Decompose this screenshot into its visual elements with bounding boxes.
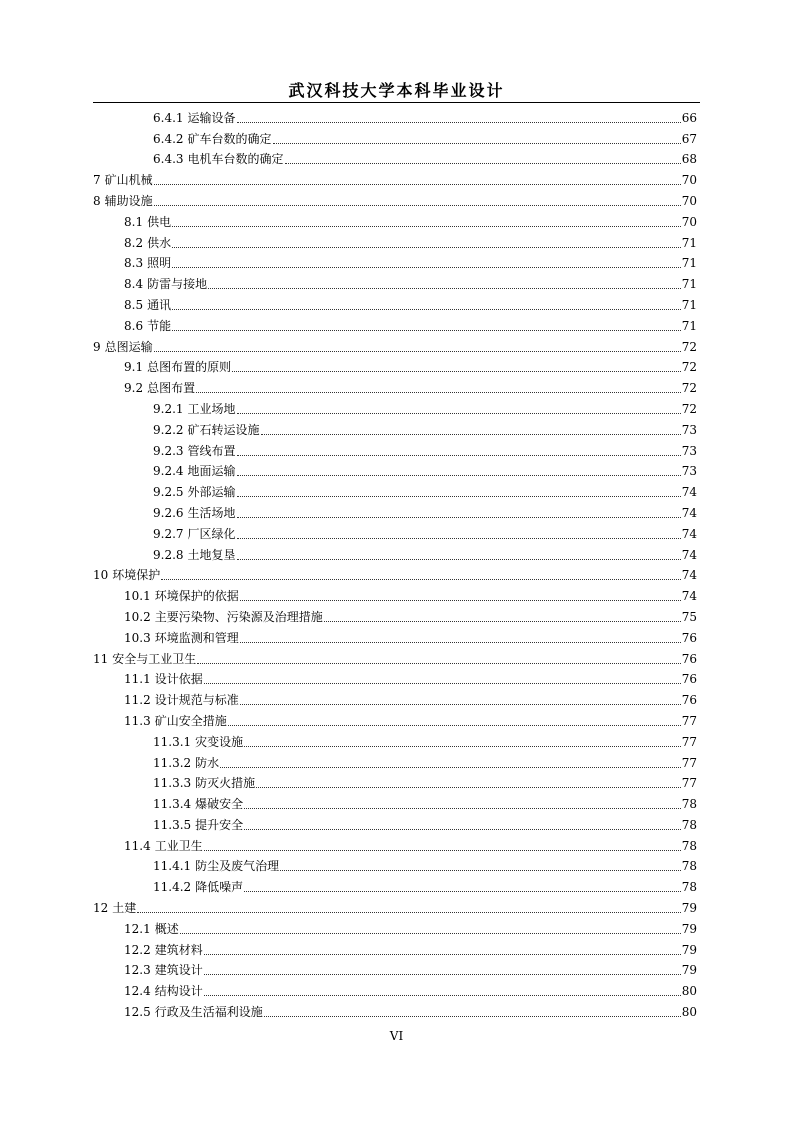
toc-entry-title: 环境保护	[112, 568, 161, 583]
toc-dot-leader	[172, 309, 681, 310]
toc-entry-label	[153, 794, 243, 814]
toc-dot-leader	[196, 392, 681, 393]
toc-entry-number: 9.2.7	[153, 526, 184, 541]
toc-entry[interactable]	[93, 669, 697, 690]
toc-entry-number: 10.3	[124, 630, 151, 645]
toc-entry-label	[124, 295, 171, 315]
toc-dot-leader	[197, 663, 680, 664]
toc-dot-leader	[237, 559, 681, 560]
toc-entry-number: 8	[93, 193, 101, 208]
toc-entry-number: 11.3.5	[153, 817, 192, 832]
toc-entry-label	[153, 441, 236, 461]
toc-entry[interactable]	[93, 565, 697, 586]
toc-entry-title: 矿车台数的确定	[187, 131, 272, 146]
toc-entry-page: 78	[681, 880, 697, 895]
toc-entry-label	[124, 378, 195, 398]
toc-entry-page: 77	[681, 734, 697, 749]
toc-entry-page: 71	[681, 277, 697, 292]
toc-entry-label	[124, 940, 203, 960]
toc-entry-label	[153, 503, 236, 523]
toc-entry-title: 防灭火措施	[195, 776, 256, 791]
toc-entry-title: 土地复垦	[187, 547, 236, 562]
toc-entry-label	[124, 981, 203, 1001]
toc-entry[interactable]	[93, 793, 697, 814]
toc-entry-page: 67	[681, 131, 697, 146]
toc-entry-page: 72	[681, 401, 697, 416]
toc-entry-page: 71	[681, 318, 697, 333]
toc-entry[interactable]	[93, 377, 697, 398]
toc-entry-page: 77	[681, 776, 697, 791]
toc-entry-page: 76	[681, 693, 697, 708]
toc-dot-leader	[137, 912, 680, 913]
toc-entry-number: 11.3	[124, 713, 151, 728]
toc-entry[interactable]	[93, 149, 697, 170]
toc-entry-number: 12.2	[124, 942, 151, 957]
toc-entry-number: 8.2	[124, 235, 144, 250]
header-divider	[93, 102, 700, 103]
toc-entry-title: 环境监测和管理	[154, 630, 239, 645]
toc-dot-leader	[324, 621, 681, 622]
toc-entry-label	[124, 586, 239, 606]
toc-entry-label	[124, 357, 231, 377]
toc-entry-label	[153, 149, 284, 169]
toc-entry-number: 11.2	[124, 693, 151, 708]
toc-entry-title: 供水	[147, 235, 172, 250]
toc-dot-leader	[161, 579, 680, 580]
toc-dot-leader	[172, 330, 681, 331]
toc-entry[interactable]	[93, 856, 697, 877]
toc-entry-label	[124, 836, 203, 856]
toc-entry-title: 供电	[147, 214, 172, 229]
toc-entry-label	[153, 877, 243, 897]
toc-entry-label	[93, 337, 153, 357]
toc-entry-number: 11.3.4	[153, 797, 192, 812]
toc-entry-page: 80	[681, 1005, 697, 1020]
toc-entry-title: 设计依据	[154, 672, 203, 687]
toc-dot-leader	[172, 226, 681, 227]
toc-entry-title: 照明	[147, 256, 172, 271]
toc-entry-number: 11.4.1	[153, 859, 192, 874]
toc-entry[interactable]	[93, 107, 697, 128]
toc-entry-label	[124, 233, 171, 253]
toc-dot-leader	[204, 850, 681, 851]
toc-entry-label	[93, 898, 136, 918]
page-number: VI	[389, 1029, 404, 1043]
table-of-contents	[93, 107, 697, 1022]
toc-entry-title: 提升安全	[195, 817, 244, 832]
toc-entry-title: 防雷与接地	[147, 277, 208, 292]
toc-entry[interactable]	[93, 440, 697, 461]
toc-entry-title: 工业卫生	[154, 838, 203, 853]
toc-entry-title: 设计规范与标准	[154, 693, 239, 708]
toc-entry-number: 9.1	[124, 360, 144, 375]
toc-entry-number: 8.3	[124, 256, 144, 271]
toc-entry[interactable]	[93, 960, 697, 981]
toc-entry[interactable]	[93, 398, 697, 419]
toc-entry-label	[93, 170, 153, 190]
toc-dot-leader	[204, 683, 681, 684]
toc-entry-number: 8.4	[124, 277, 144, 292]
toc-entry[interactable]	[93, 481, 697, 502]
toc-entry-title: 厂区绿化	[187, 526, 236, 541]
toc-entry-title: 地面运输	[187, 464, 236, 479]
toc-entry-title: 爆破安全	[195, 797, 244, 812]
toc-entry-title: 土建	[112, 901, 137, 916]
toc-entry[interactable]	[93, 502, 697, 523]
toc-entry[interactable]	[93, 814, 697, 835]
toc-entry[interactable]	[93, 273, 697, 294]
toc-dot-leader	[264, 1016, 681, 1017]
toc-entry[interactable]	[93, 773, 697, 794]
toc-entry-number: 11.3.1	[153, 734, 192, 749]
toc-dot-leader	[237, 413, 681, 414]
toc-entry-page: 73	[681, 422, 697, 437]
toc-entry-page: 78	[681, 838, 697, 853]
toc-entry-number: 12.1	[124, 921, 151, 936]
toc-entry-page: 70	[681, 193, 697, 208]
toc-entry-number: 9.2.6	[153, 505, 184, 520]
toc-entry-title: 矿石转运设施	[187, 422, 260, 437]
toc-entry-number: 11.1	[124, 672, 151, 687]
toc-dot-leader	[244, 746, 681, 747]
toc-dot-leader	[280, 870, 681, 871]
toc-entry-title: 生活场地	[187, 505, 236, 520]
toc-dot-leader	[228, 725, 681, 726]
toc-entry-number: 11.3.2	[153, 755, 192, 770]
toc-entry[interactable]	[93, 315, 697, 336]
toc-dot-leader	[244, 891, 681, 892]
toc-entry-title: 建筑设计	[154, 963, 203, 978]
toc-entry-page: 71	[681, 256, 697, 271]
toc-entry-number: 12.4	[124, 984, 151, 999]
toc-dot-leader	[237, 517, 681, 518]
toc-entry-label	[124, 253, 171, 273]
toc-entry[interactable]	[93, 689, 697, 710]
toc-entry[interactable]	[93, 190, 697, 211]
toc-entry-title: 结构设计	[154, 984, 203, 999]
toc-entry[interactable]	[93, 544, 697, 565]
toc-entry-title: 防尘及废气治理	[195, 859, 280, 874]
toc-entry[interactable]	[93, 752, 697, 773]
toc-entry-label	[153, 773, 255, 793]
toc-dot-leader	[172, 267, 681, 268]
toc-dot-leader	[240, 704, 681, 705]
toc-entry-label	[153, 545, 236, 565]
toc-entry[interactable]	[93, 835, 697, 856]
toc-entry[interactable]	[93, 1001, 697, 1022]
toc-entry[interactable]	[93, 731, 697, 752]
toc-dot-leader	[208, 288, 681, 289]
toc-entry-number: 10	[93, 568, 109, 583]
toc-entry-title: 总图布置	[147, 381, 196, 396]
toc-entry[interactable]	[93, 980, 697, 1001]
toc-entry-number: 12.3	[124, 963, 151, 978]
toc-entry-title: 降低噪声	[195, 880, 244, 895]
toc-entry-label	[153, 732, 243, 752]
toc-entry-label	[93, 565, 160, 585]
toc-entry-page: 78	[681, 817, 697, 832]
toc-entry[interactable]	[93, 918, 697, 939]
toc-entry-title: 概述	[154, 921, 179, 936]
toc-entry-page: 74	[681, 547, 697, 562]
toc-entry[interactable]	[93, 128, 697, 149]
toc-dot-leader	[240, 600, 681, 601]
toc-entry-page: 79	[681, 901, 697, 916]
toc-entry-label	[124, 628, 239, 648]
toc-entry-label	[124, 690, 239, 710]
toc-entry-label	[124, 960, 203, 980]
toc-entry[interactable]	[93, 419, 697, 440]
toc-dot-leader	[220, 767, 681, 768]
toc-entry-label	[153, 753, 219, 773]
toc-dot-leader	[244, 829, 681, 830]
toc-entry[interactable]	[93, 876, 697, 897]
toc-entry-number: 9.2	[124, 381, 144, 396]
toc-dot-leader	[285, 163, 681, 164]
toc-dot-leader	[180, 933, 681, 934]
toc-entry-label	[153, 815, 243, 835]
toc-entry-label	[153, 420, 260, 440]
toc-entry-page: 80	[681, 984, 697, 999]
toc-entry[interactable]	[93, 253, 697, 274]
toc-entry-page: 74	[681, 526, 697, 541]
toc-entry-number: 9	[93, 339, 101, 354]
toc-entry-title: 电机车台数的确定	[187, 152, 284, 167]
toc-entry-label	[124, 316, 171, 336]
toc-entry-page: 77	[681, 755, 697, 770]
toc-entry-page: 78	[681, 797, 697, 812]
toc-entry[interactable]	[93, 461, 697, 482]
toc-entry-page: 72	[681, 360, 697, 375]
toc-entry-title: 总图运输	[104, 339, 153, 354]
toc-entry[interactable]	[93, 585, 697, 606]
toc-entry[interactable]	[93, 897, 697, 918]
toc-entry-number: 11.4	[124, 838, 151, 853]
toc-entry[interactable]	[93, 939, 697, 960]
page-header-title: 武汉科技大学本科毕业设计	[288, 81, 505, 100]
toc-entry-page: 74	[681, 568, 697, 583]
toc-entry-label	[153, 482, 236, 502]
toc-entry-number: 9.2.3	[153, 443, 184, 458]
toc-entry-title: 外部运输	[187, 485, 236, 500]
toc-entry-title: 管线布置	[187, 443, 236, 458]
toc-entry-page: 76	[681, 651, 697, 666]
toc-dot-leader	[154, 351, 681, 352]
toc-entry-number: 8.6	[124, 318, 144, 333]
toc-entry-page: 73	[681, 443, 697, 458]
toc-entry[interactable]	[93, 211, 697, 232]
toc-entry-label	[153, 399, 236, 419]
toc-entry-label	[153, 856, 279, 876]
toc-entry-label	[93, 649, 196, 669]
toc-entry-page: 66	[681, 110, 697, 125]
toc-entry-page: 74	[681, 505, 697, 520]
toc-entry-title: 节能	[147, 318, 172, 333]
toc-entry-page: 79	[681, 963, 697, 978]
toc-entry-title: 安全与工业卫生	[112, 651, 197, 666]
toc-entry[interactable]	[93, 710, 697, 731]
toc-entry-number: 9.2.8	[153, 547, 184, 562]
toc-entry-page: 76	[681, 672, 697, 687]
toc-dot-leader	[237, 475, 681, 476]
toc-entry-number: 9.2.5	[153, 485, 184, 500]
toc-entry[interactable]	[93, 627, 697, 648]
toc-entry-label	[153, 524, 236, 544]
toc-entry-title: 通讯	[147, 297, 172, 312]
toc-entry-title: 主要污染物、污染源及治理措施	[154, 609, 323, 624]
toc-entry[interactable]	[93, 336, 697, 357]
toc-entry-number: 8.5	[124, 297, 144, 312]
toc-entry-number: 6.4.2	[153, 131, 184, 146]
toc-entry-title: 环境保护的依据	[154, 589, 239, 604]
toc-entry[interactable]	[93, 169, 697, 190]
toc-entry-page: 73	[681, 464, 697, 479]
toc-entry-number: 6.4.1	[153, 110, 184, 125]
toc-entry-number: 11.3.3	[153, 776, 192, 791]
toc-entry-title: 矿山机械	[104, 173, 153, 188]
toc-dot-leader	[172, 247, 681, 248]
toc-entry-number: 8.1	[124, 214, 144, 229]
toc-entry-label	[124, 607, 323, 627]
toc-dot-leader	[204, 995, 681, 996]
toc-entry-number: 6.4.3	[153, 152, 184, 167]
toc-entry-title: 行政及生活福利设施	[154, 1005, 263, 1020]
toc-entry-number: 10.2	[124, 609, 151, 624]
toc-entry-page: 71	[681, 297, 697, 312]
toc-entry-page: 79	[681, 942, 697, 957]
toc-entry-page: 75	[681, 609, 697, 624]
toc-dot-leader	[256, 787, 681, 788]
toc-entry-label	[93, 191, 153, 211]
toc-entry[interactable]	[93, 294, 697, 315]
toc-dot-leader	[261, 434, 681, 435]
toc-entry-page: 77	[681, 713, 697, 728]
toc-entry-page: 74	[681, 485, 697, 500]
toc-dot-leader	[204, 974, 681, 975]
toc-entry-title: 建筑材料	[154, 942, 203, 957]
toc-entry-label	[124, 711, 227, 731]
toc-entry-label	[124, 274, 207, 294]
toc-entry-page: 70	[681, 214, 697, 229]
toc-entry-title: 工业场地	[187, 401, 236, 416]
toc-entry-title: 辅助设施	[104, 193, 153, 208]
toc-entry-number: 9.2.2	[153, 422, 184, 437]
toc-dot-leader	[204, 954, 681, 955]
toc-entry-page: 71	[681, 235, 697, 250]
toc-entry-title: 总图布置的原则	[147, 360, 232, 375]
toc-entry-number: 11.4.2	[153, 880, 192, 895]
toc-entry[interactable]	[93, 232, 697, 253]
toc-entry-title: 运输设备	[187, 110, 236, 125]
toc-dot-leader	[232, 371, 681, 372]
toc-entry-label	[153, 461, 236, 481]
toc-dot-leader	[273, 143, 681, 144]
toc-entry-number: 7	[93, 173, 101, 188]
toc-entry-page: 72	[681, 381, 697, 396]
toc-entry-number: 9.2.4	[153, 464, 184, 479]
toc-entry-page: 70	[681, 173, 697, 188]
toc-entry-page: 76	[681, 630, 697, 645]
toc-entry-title: 防水	[195, 755, 220, 770]
toc-entry-title: 灾变设施	[195, 734, 244, 749]
toc-entry-label	[153, 108, 236, 128]
toc-entry-number: 12.5	[124, 1005, 151, 1020]
toc-dot-leader	[237, 455, 681, 456]
toc-entry-number: 12	[93, 901, 109, 916]
toc-entry-label	[124, 1002, 263, 1022]
toc-entry-label	[124, 212, 171, 232]
toc-entry-page: 74	[681, 589, 697, 604]
toc-dot-leader	[154, 205, 681, 206]
toc-dot-leader	[240, 642, 681, 643]
toc-entry-number: 10.1	[124, 589, 151, 604]
toc-entry-page: 68	[681, 152, 697, 167]
toc-entry-page: 78	[681, 859, 697, 874]
toc-entry[interactable]	[93, 606, 697, 627]
toc-entry-label	[124, 669, 203, 689]
toc-entry[interactable]	[93, 357, 697, 378]
toc-dot-leader	[244, 808, 681, 809]
toc-entry[interactable]	[93, 648, 697, 669]
toc-dot-leader	[237, 538, 681, 539]
toc-entry-page: 79	[681, 921, 697, 936]
toc-entry-page: 72	[681, 339, 697, 354]
toc-entry-label	[153, 129, 272, 149]
toc-dot-leader	[237, 496, 681, 497]
toc-entry-number: 11	[93, 651, 109, 666]
toc-entry-number: 9.2.1	[153, 401, 184, 416]
toc-entry-label	[124, 919, 179, 939]
toc-dot-leader	[154, 184, 681, 185]
toc-entry[interactable]	[93, 523, 697, 544]
toc-dot-leader	[237, 122, 681, 123]
toc-entry-title: 矿山安全措施	[154, 713, 227, 728]
